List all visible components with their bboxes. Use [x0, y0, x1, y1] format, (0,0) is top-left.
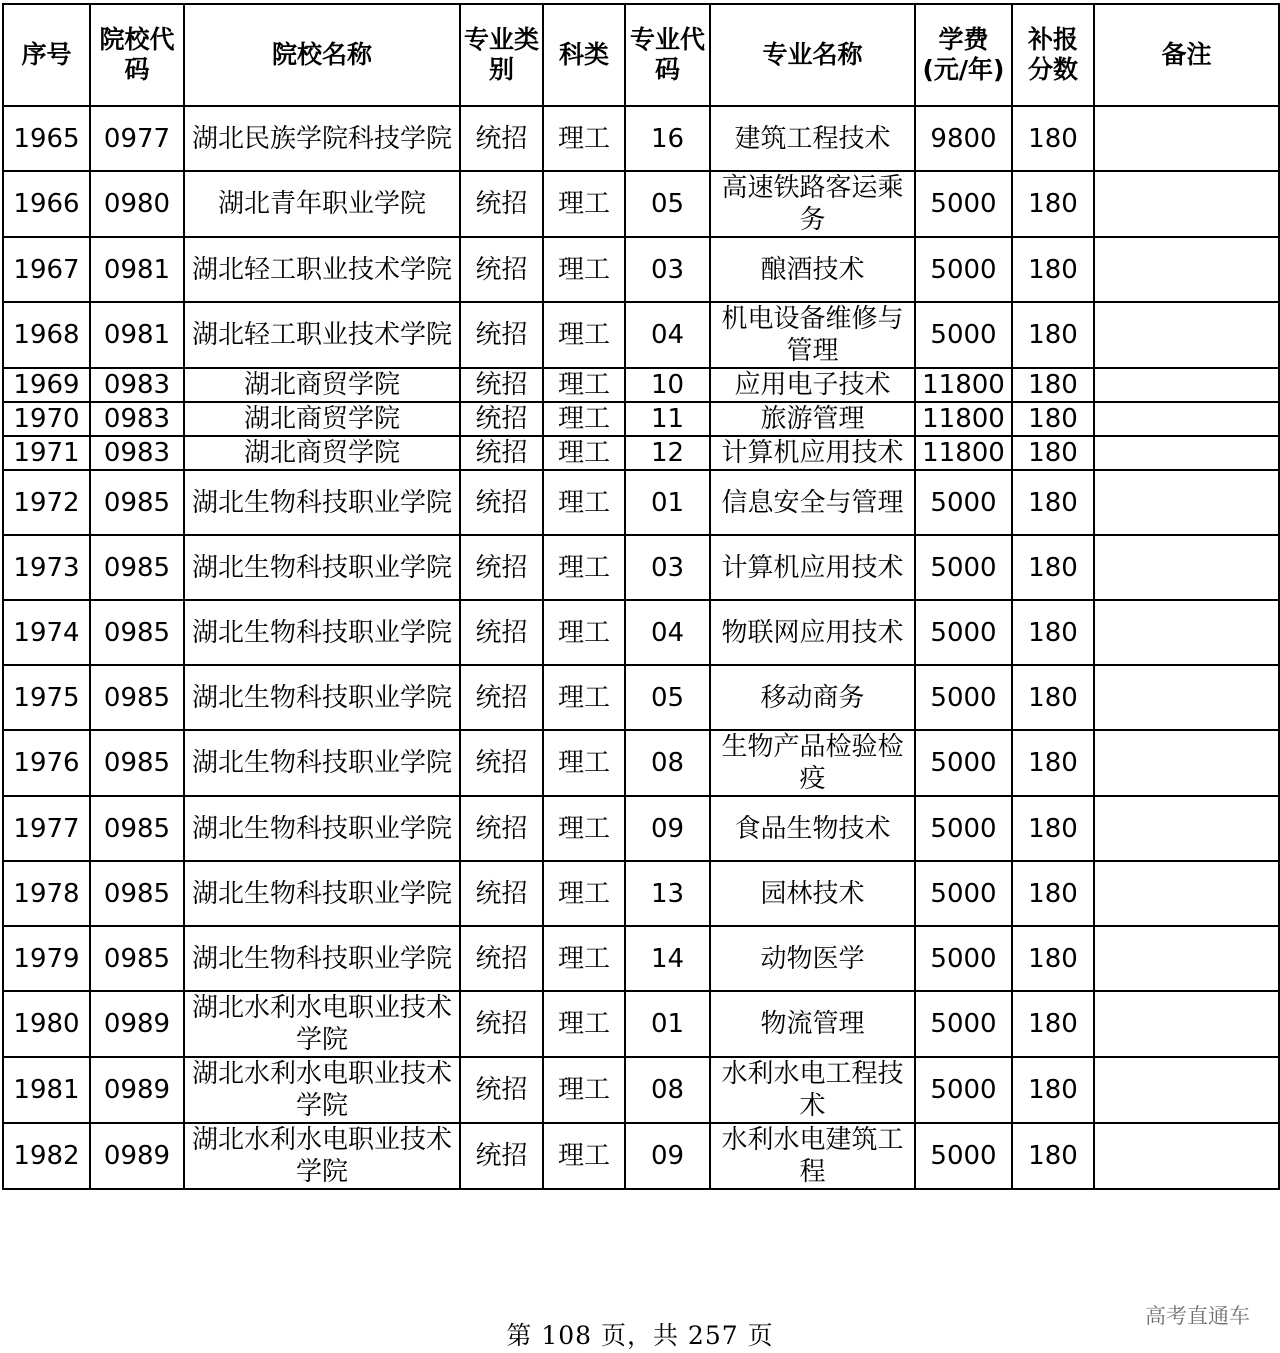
cell-seq: 1965: [3, 106, 90, 171]
table-row: [3, 1057, 1279, 1123]
cell-subject: 理工: [543, 1057, 625, 1123]
admissions-table: [2, 3, 1280, 1190]
cell-school-code: 0989: [90, 1123, 184, 1189]
cell-major-name: 计算机应用技术: [710, 436, 915, 470]
cell-seq: 1980: [3, 991, 90, 1057]
cell-major-type: 统招: [460, 402, 543, 436]
cell-school-code: 0985: [90, 665, 184, 730]
cell-subject: 理工: [543, 171, 625, 237]
cell-score: 180: [1012, 237, 1094, 302]
cell-school-name: 湖北生物科技职业学院: [184, 600, 460, 665]
cell-school-code: 0985: [90, 470, 184, 535]
cell-seq: 1969: [3, 368, 90, 402]
cell-remarks: [1094, 991, 1279, 1057]
cell-major-type: 统招: [460, 436, 543, 470]
cell-school-name: 湖北生物科技职业学院: [184, 730, 460, 796]
cell-score: 180: [1012, 991, 1094, 1057]
table-row: [3, 302, 1279, 368]
table-row: [3, 600, 1279, 665]
cell-major-type: 统招: [460, 991, 543, 1057]
cell-subject: 理工: [543, 861, 625, 926]
cell-major-code: 03: [625, 237, 710, 302]
cell-major-code: 05: [625, 171, 710, 237]
cell-tuition: 5000: [915, 171, 1012, 237]
cell-tuition: 11800: [915, 402, 1012, 436]
cell-subject: 理工: [543, 730, 625, 796]
cell-subject: 理工: [543, 106, 625, 171]
cell-subject: 理工: [543, 302, 625, 368]
cell-score: 180: [1012, 302, 1094, 368]
cell-school-name: 湖北水利水电职业技术学院: [184, 1057, 460, 1123]
header-major-code: 专业代码: [625, 4, 710, 106]
cell-major-type: 统招: [460, 237, 543, 302]
cell-score: 180: [1012, 106, 1094, 171]
cell-score: 180: [1012, 1057, 1094, 1123]
cell-school-code: 0980: [90, 171, 184, 237]
cell-score: 180: [1012, 600, 1094, 665]
cell-seq: 1976: [3, 730, 90, 796]
cell-major-name: 机电设备维修与管理: [710, 302, 915, 368]
cell-major-name: 动物医学: [710, 926, 915, 991]
cell-school-code: 0985: [90, 535, 184, 600]
cell-major-name: 园林技术: [710, 861, 915, 926]
cell-remarks: [1094, 368, 1279, 402]
table-row: [3, 796, 1279, 861]
cell-school-code: 0981: [90, 302, 184, 368]
cell-major-code: 01: [625, 470, 710, 535]
cell-remarks: [1094, 796, 1279, 861]
header-school-code: 院校代码: [90, 4, 184, 106]
cell-tuition: 11800: [915, 368, 1012, 402]
table-row: [3, 106, 1279, 171]
cell-major-code: 03: [625, 535, 710, 600]
cell-major-type: 统招: [460, 926, 543, 991]
cell-major-code: 01: [625, 991, 710, 1057]
cell-score: 180: [1012, 535, 1094, 600]
cell-seq: 1967: [3, 237, 90, 302]
cell-school-code: 0985: [90, 796, 184, 861]
header-remarks: 备注: [1094, 4, 1279, 106]
cell-remarks: [1094, 926, 1279, 991]
cell-subject: 理工: [543, 796, 625, 861]
header-major-type: 专业类别: [460, 4, 543, 106]
table-body: [3, 106, 1279, 1189]
cell-seq: 1966: [3, 171, 90, 237]
cell-school-code: 0983: [90, 368, 184, 402]
cell-school-code: 0983: [90, 402, 184, 436]
cell-seq: 1970: [3, 402, 90, 436]
cell-subject: 理工: [543, 665, 625, 730]
table-row: [3, 535, 1279, 600]
cell-major-type: 统招: [460, 470, 543, 535]
cell-score: 180: [1012, 470, 1094, 535]
cell-seq: 1975: [3, 665, 90, 730]
cell-tuition: 9800: [915, 106, 1012, 171]
cell-score: 180: [1012, 796, 1094, 861]
cell-tuition: 5000: [915, 302, 1012, 368]
table-row: [3, 402, 1279, 436]
cell-school-code: 0985: [90, 730, 184, 796]
cell-remarks: [1094, 171, 1279, 237]
cell-tuition: 5000: [915, 535, 1012, 600]
cell-school-name: 湖北水利水电职业技术学院: [184, 991, 460, 1057]
cell-remarks: [1094, 470, 1279, 535]
cell-tuition: 5000: [915, 665, 1012, 730]
cell-score: 180: [1012, 861, 1094, 926]
cell-subject: 理工: [543, 1123, 625, 1189]
cell-major-type: 统招: [460, 1057, 543, 1123]
header-subject: 科类: [543, 4, 625, 106]
cell-tuition: 5000: [915, 600, 1012, 665]
cell-remarks: [1094, 535, 1279, 600]
cell-subject: 理工: [543, 470, 625, 535]
cell-school-name: 湖北商贸学院: [184, 402, 460, 436]
table-row: [3, 368, 1279, 402]
cell-school-name: 湖北生物科技职业学院: [184, 665, 460, 730]
cell-score: 180: [1012, 926, 1094, 991]
cell-score: 180: [1012, 436, 1094, 470]
table-row: [3, 470, 1279, 535]
cell-subject: 理工: [543, 600, 625, 665]
cell-major-code: 04: [625, 600, 710, 665]
header-school-name: 院校名称: [184, 4, 460, 106]
cell-major-code: 04: [625, 302, 710, 368]
cell-seq: 1971: [3, 436, 90, 470]
header-major-name: 专业名称: [710, 4, 915, 106]
cell-seq: 1978: [3, 861, 90, 926]
cell-school-name: 湖北生物科技职业学院: [184, 926, 460, 991]
table-row: [3, 1123, 1279, 1189]
cell-remarks: [1094, 402, 1279, 436]
cell-major-name: 移动商务: [710, 665, 915, 730]
cell-major-name: 生物产品检验检疫: [710, 730, 915, 796]
cell-remarks: [1094, 1123, 1279, 1189]
cell-major-name: 食品生物技术: [710, 796, 915, 861]
table-row: [3, 171, 1279, 237]
cell-major-code: 08: [625, 1057, 710, 1123]
cell-score: 180: [1012, 171, 1094, 237]
cell-major-type: 统招: [460, 535, 543, 600]
cell-school-name: 湖北生物科技职业学院: [184, 535, 460, 600]
cell-major-name: 建筑工程技术: [710, 106, 915, 171]
cell-major-code: 08: [625, 730, 710, 796]
cell-tuition: 5000: [915, 730, 1012, 796]
cell-subject: 理工: [543, 237, 625, 302]
cell-school-code: 0989: [90, 991, 184, 1057]
cell-remarks: [1094, 1057, 1279, 1123]
cell-major-code: 10: [625, 368, 710, 402]
cell-subject: 理工: [543, 991, 625, 1057]
table-row: [3, 991, 1279, 1057]
cell-major-name: 高速铁路客运乘务: [710, 171, 915, 237]
cell-score: 180: [1012, 665, 1094, 730]
cell-major-name: 物流管理: [710, 991, 915, 1057]
cell-major-name: 物联网应用技术: [710, 600, 915, 665]
cell-subject: 理工: [543, 436, 625, 470]
cell-school-code: 0983: [90, 436, 184, 470]
table-row: [3, 665, 1279, 730]
cell-score: 180: [1012, 402, 1094, 436]
cell-major-code: 16: [625, 106, 710, 171]
watermark: 高考直通车: [1145, 1304, 1250, 1328]
cell-major-name: 应用电子技术: [710, 368, 915, 402]
cell-remarks: [1094, 600, 1279, 665]
cell-subject: 理工: [543, 926, 625, 991]
cell-subject: 理工: [543, 402, 625, 436]
cell-tuition: 5000: [915, 1057, 1012, 1123]
cell-school-name: 湖北轻工职业技术学院: [184, 302, 460, 368]
header-tuition: 学费(元/年): [915, 4, 1012, 106]
cell-major-code: 11: [625, 402, 710, 436]
cell-major-type: 统招: [460, 796, 543, 861]
cell-school-code: 0977: [90, 106, 184, 171]
table-row: [3, 237, 1279, 302]
cell-tuition: 5000: [915, 991, 1012, 1057]
cell-seq: 1972: [3, 470, 90, 535]
table-row: [3, 730, 1279, 796]
table-row: [3, 861, 1279, 926]
cell-major-name: 计算机应用技术: [710, 535, 915, 600]
cell-tuition: 11800: [915, 436, 1012, 470]
cell-seq: 1982: [3, 1123, 90, 1189]
cell-school-name: 湖北民族学院科技学院: [184, 106, 460, 171]
cell-remarks: [1094, 861, 1279, 926]
cell-remarks: [1094, 730, 1279, 796]
cell-major-name: 旅游管理: [710, 402, 915, 436]
cell-tuition: 5000: [915, 470, 1012, 535]
cell-school-name: 湖北轻工职业技术学院: [184, 237, 460, 302]
cell-tuition: 5000: [915, 796, 1012, 861]
cell-tuition: 5000: [915, 926, 1012, 991]
cell-remarks: [1094, 436, 1279, 470]
cell-school-code: 0985: [90, 926, 184, 991]
cell-major-type: 统招: [460, 368, 543, 402]
cell-major-code: 09: [625, 796, 710, 861]
cell-major-name: 水利水电工程技术: [710, 1057, 915, 1123]
cell-remarks: [1094, 302, 1279, 368]
cell-tuition: 5000: [915, 237, 1012, 302]
table-row: [3, 436, 1279, 470]
cell-tuition: 5000: [915, 861, 1012, 926]
cell-major-name: 信息安全与管理: [710, 470, 915, 535]
cell-school-name: 湖北生物科技职业学院: [184, 470, 460, 535]
cell-school-name: 湖北生物科技职业学院: [184, 861, 460, 926]
cell-major-code: 09: [625, 1123, 710, 1189]
cell-seq: 1977: [3, 796, 90, 861]
cell-subject: 理工: [543, 368, 625, 402]
cell-major-name: 水利水电建筑工程: [710, 1123, 915, 1189]
cell-major-code: 12: [625, 436, 710, 470]
cell-major-code: 13: [625, 861, 710, 926]
cell-school-code: 0985: [90, 600, 184, 665]
cell-remarks: [1094, 237, 1279, 302]
cell-school-name: 湖北水利水电职业技术学院: [184, 1123, 460, 1189]
cell-major-type: 统招: [460, 171, 543, 237]
cell-score: 180: [1012, 1123, 1094, 1189]
cell-major-code: 14: [625, 926, 710, 991]
cell-remarks: [1094, 665, 1279, 730]
table-header-row: [3, 4, 1279, 106]
cell-major-type: 统招: [460, 1123, 543, 1189]
cell-subject: 理工: [543, 535, 625, 600]
cell-major-type: 统招: [460, 106, 543, 171]
cell-school-name: 湖北商贸学院: [184, 368, 460, 402]
cell-major-type: 统招: [460, 600, 543, 665]
cell-school-name: 湖北商贸学院: [184, 436, 460, 470]
cell-seq: 1979: [3, 926, 90, 991]
cell-score: 180: [1012, 730, 1094, 796]
page-number: 第 108 页，共 257 页: [506, 1321, 774, 1350]
cell-school-code: 0985: [90, 861, 184, 926]
cell-seq: 1968: [3, 302, 90, 368]
cell-tuition: 5000: [915, 1123, 1012, 1189]
cell-score: 180: [1012, 368, 1094, 402]
cell-seq: 1974: [3, 600, 90, 665]
cell-seq: 1981: [3, 1057, 90, 1123]
cell-school-name: 湖北青年职业学院: [184, 171, 460, 237]
cell-remarks: [1094, 106, 1279, 171]
cell-major-type: 统招: [460, 861, 543, 926]
cell-school-code: 0981: [90, 237, 184, 302]
table-row: [3, 926, 1279, 991]
cell-school-code: 0989: [90, 1057, 184, 1123]
cell-major-name: 酿酒技术: [710, 237, 915, 302]
cell-major-type: 统招: [460, 730, 543, 796]
header-score: 补报分数: [1012, 4, 1094, 106]
cell-major-code: 05: [625, 665, 710, 730]
header-seq: 序号: [3, 4, 90, 106]
cell-major-type: 统招: [460, 302, 543, 368]
cell-school-name: 湖北生物科技职业学院: [184, 796, 460, 861]
cell-seq: 1973: [3, 535, 90, 600]
cell-major-type: 统招: [460, 665, 543, 730]
